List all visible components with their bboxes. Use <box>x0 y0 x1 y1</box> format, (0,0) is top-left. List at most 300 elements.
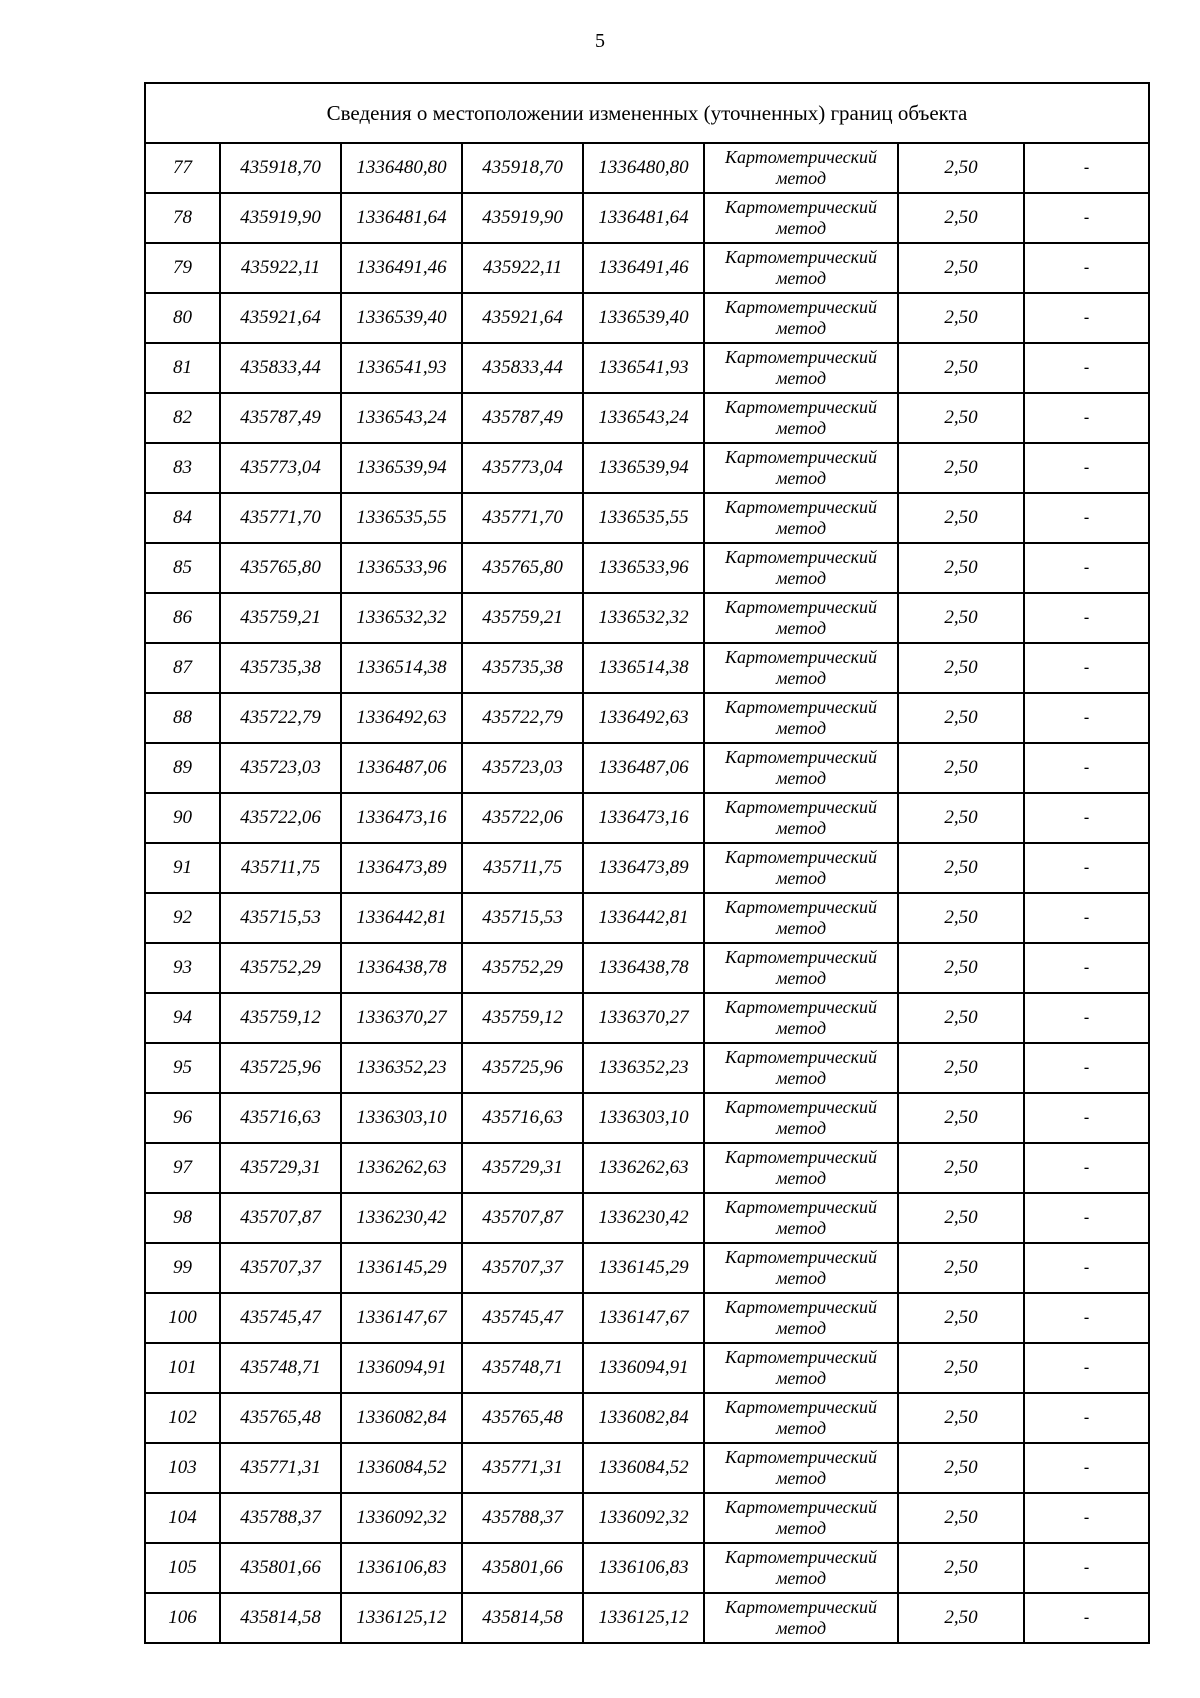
x-existing-cell: 435723,03 <box>220 743 341 793</box>
method-line-2: метод <box>775 868 827 888</box>
method-cell <box>704 1343 898 1393</box>
table-row <box>145 1093 1149 1143</box>
accuracy-cell: 2,50 <box>898 1143 1024 1193</box>
y-new-cell: 1336487,06 <box>583 743 704 793</box>
accuracy-cell: 2,50 <box>898 493 1024 543</box>
method-line-2: метод <box>775 918 827 938</box>
accuracy-cell: 2,50 <box>898 1443 1024 1493</box>
y-new-cell: 1336532,32 <box>583 593 704 643</box>
table-row <box>145 893 1149 943</box>
method-line-2: метод <box>775 1568 827 1588</box>
method-line-1: Картометрический <box>724 347 877 367</box>
table-row <box>145 1443 1149 1493</box>
point-number-cell: 106 <box>145 1593 220 1643</box>
method-line-1: Картометрический <box>724 697 877 717</box>
x-new-cell: 435752,29 <box>462 943 583 993</box>
method-line-1: Картометрический <box>724 647 877 667</box>
method-cell <box>704 743 898 793</box>
point-number-cell: 84 <box>145 493 220 543</box>
y-new-cell: 1336303,10 <box>583 1093 704 1143</box>
table-row <box>145 1293 1149 1343</box>
y-existing-cell: 1336125,12 <box>341 1593 462 1643</box>
y-existing-cell: 1336533,96 <box>341 543 462 593</box>
y-existing-cell: 1336352,23 <box>341 1043 462 1093</box>
method-line-1: Картометрический <box>724 947 877 967</box>
note-cell: - <box>1024 743 1149 793</box>
method-line-1: Картометрический <box>724 1547 877 1567</box>
x-existing-cell: 435735,38 <box>220 643 341 693</box>
method-cell <box>704 343 898 393</box>
y-existing-cell: 1336370,27 <box>341 993 462 1043</box>
x-new-cell: 435716,63 <box>462 1093 583 1143</box>
note-cell: - <box>1024 693 1149 743</box>
x-existing-cell: 435787,49 <box>220 393 341 443</box>
method-cell <box>704 1393 898 1443</box>
note-cell: - <box>1024 793 1149 843</box>
accuracy-cell: 2,50 <box>898 393 1024 443</box>
method-line-1: Картометрический <box>724 297 877 317</box>
accuracy-cell: 2,50 <box>898 243 1024 293</box>
table-row <box>145 1543 1149 1593</box>
table-row <box>145 993 1149 1043</box>
note-cell: - <box>1024 293 1149 343</box>
x-new-cell: 435735,38 <box>462 643 583 693</box>
accuracy-cell: 2,50 <box>898 193 1024 243</box>
x-existing-cell: 435745,47 <box>220 1293 341 1343</box>
note-cell: - <box>1024 1293 1149 1343</box>
point-number-cell: 93 <box>145 943 220 993</box>
method-line-2: метод <box>775 968 827 988</box>
y-existing-cell: 1336541,93 <box>341 343 462 393</box>
accuracy-cell: 2,50 <box>898 1243 1024 1293</box>
y-existing-cell: 1336084,52 <box>341 1443 462 1493</box>
x-new-cell: 435788,37 <box>462 1493 583 1543</box>
x-existing-cell: 435814,58 <box>220 1593 341 1643</box>
table-row <box>145 1243 1149 1293</box>
point-number-cell: 82 <box>145 393 220 443</box>
y-new-cell: 1336473,89 <box>583 843 704 893</box>
point-number-cell: 94 <box>145 993 220 1043</box>
method-line-1: Картометрический <box>724 1347 877 1367</box>
y-new-cell: 1336084,52 <box>583 1443 704 1493</box>
method-line-2: метод <box>775 218 827 238</box>
method-line-2: метод <box>775 718 827 738</box>
point-number-cell: 102 <box>145 1393 220 1443</box>
accuracy-cell: 2,50 <box>898 693 1024 743</box>
note-cell: - <box>1024 393 1149 443</box>
method-line-1: Картометрический <box>724 747 877 767</box>
method-line-2: метод <box>775 1268 827 1288</box>
x-existing-cell: 435919,90 <box>220 193 341 243</box>
y-new-cell: 1336543,24 <box>583 393 704 443</box>
y-new-cell: 1336262,63 <box>583 1143 704 1193</box>
note-cell: - <box>1024 543 1149 593</box>
method-line-1: Картометрический <box>724 1197 877 1217</box>
method-line-1: Картометрический <box>724 1597 877 1617</box>
x-new-cell: 435748,71 <box>462 1343 583 1393</box>
y-existing-cell: 1336491,46 <box>341 243 462 293</box>
table-row <box>145 643 1149 693</box>
x-existing-cell: 435833,44 <box>220 343 341 393</box>
table-row <box>145 343 1149 393</box>
point-number-cell: 81 <box>145 343 220 393</box>
table-row <box>145 393 1149 443</box>
x-existing-cell: 435711,75 <box>220 843 341 893</box>
x-existing-cell: 435752,29 <box>220 943 341 993</box>
y-new-cell: 1336539,94 <box>583 443 704 493</box>
method-line-2: метод <box>775 618 827 638</box>
method-line-2: метод <box>775 1518 827 1538</box>
method-line-2: метод <box>775 818 827 838</box>
method-line-1: Картометрический <box>724 997 877 1017</box>
method-line-2: метод <box>775 1418 827 1438</box>
x-new-cell: 435765,48 <box>462 1393 583 1443</box>
accuracy-cell: 2,50 <box>898 793 1024 843</box>
note-cell: - <box>1024 343 1149 393</box>
y-existing-cell: 1336492,63 <box>341 693 462 743</box>
method-line-2: метод <box>775 1118 827 1138</box>
method-cell <box>704 143 898 193</box>
y-new-cell: 1336092,32 <box>583 1493 704 1543</box>
y-new-cell: 1336539,40 <box>583 293 704 343</box>
x-new-cell: 435765,80 <box>462 543 583 593</box>
method-cell <box>704 393 898 443</box>
method-line-2: метод <box>775 1618 827 1638</box>
point-number-cell: 88 <box>145 693 220 743</box>
y-existing-cell: 1336106,83 <box>341 1543 462 1593</box>
point-number-cell: 99 <box>145 1243 220 1293</box>
table-row <box>145 943 1149 993</box>
note-cell: - <box>1024 493 1149 543</box>
accuracy-cell: 2,50 <box>898 143 1024 193</box>
x-new-cell: 435919,90 <box>462 193 583 243</box>
point-number-cell: 95 <box>145 1043 220 1093</box>
x-new-cell: 435707,37 <box>462 1243 583 1293</box>
x-new-cell: 435729,31 <box>462 1143 583 1193</box>
accuracy-cell: 2,50 <box>898 1043 1024 1093</box>
x-existing-cell: 435716,63 <box>220 1093 341 1143</box>
x-new-cell: 435711,75 <box>462 843 583 893</box>
y-new-cell: 1336082,84 <box>583 1393 704 1443</box>
x-new-cell: 435745,47 <box>462 1293 583 1343</box>
table-title-row <box>145 83 1149 143</box>
y-new-cell: 1336094,91 <box>583 1343 704 1393</box>
method-cell <box>704 443 898 493</box>
y-existing-cell: 1336539,40 <box>341 293 462 343</box>
method-line-1: Картометрический <box>724 1397 877 1417</box>
method-cell <box>704 643 898 693</box>
method-cell <box>704 1593 898 1643</box>
table-row <box>145 143 1149 193</box>
y-new-cell: 1336492,63 <box>583 693 704 743</box>
y-existing-cell: 1336145,29 <box>341 1243 462 1293</box>
method-cell <box>704 193 898 243</box>
y-new-cell: 1336438,78 <box>583 943 704 993</box>
point-number-cell: 85 <box>145 543 220 593</box>
x-existing-cell: 435765,48 <box>220 1393 341 1443</box>
y-new-cell: 1336352,23 <box>583 1043 704 1093</box>
x-new-cell: 435918,70 <box>462 143 583 193</box>
x-new-cell: 435787,49 <box>462 393 583 443</box>
method-line-1: Картометрический <box>724 397 877 417</box>
table-row <box>145 693 1149 743</box>
x-new-cell: 435921,64 <box>462 293 583 343</box>
x-existing-cell: 435771,31 <box>220 1443 341 1493</box>
method-line-2: метод <box>775 668 827 688</box>
x-existing-cell: 435725,96 <box>220 1043 341 1093</box>
x-existing-cell: 435722,79 <box>220 693 341 743</box>
y-new-cell: 1336480,80 <box>583 143 704 193</box>
method-line-2: метод <box>775 768 827 788</box>
y-existing-cell: 1336473,16 <box>341 793 462 843</box>
y-existing-cell: 1336473,89 <box>341 843 462 893</box>
note-cell: - <box>1024 1243 1149 1293</box>
table-row <box>145 493 1149 543</box>
table-row <box>145 543 1149 593</box>
x-new-cell: 435722,06 <box>462 793 583 843</box>
method-line-1: Картометрический <box>724 1447 877 1467</box>
method-line-1: Картометрический <box>724 1497 877 1517</box>
note-cell: - <box>1024 1593 1149 1643</box>
method-cell <box>704 943 898 993</box>
accuracy-cell: 2,50 <box>898 1593 1024 1643</box>
y-new-cell: 1336370,27 <box>583 993 704 1043</box>
method-line-1: Картометрический <box>724 497 877 517</box>
method-cell <box>704 1493 898 1543</box>
boundary-coordinates-table <box>144 82 1150 1644</box>
method-line-1: Картометрический <box>724 1247 877 1267</box>
x-new-cell: 435759,12 <box>462 993 583 1043</box>
point-number-cell: 83 <box>145 443 220 493</box>
method-cell <box>704 543 898 593</box>
x-existing-cell: 435707,87 <box>220 1193 341 1243</box>
point-number-cell: 90 <box>145 793 220 843</box>
y-existing-cell: 1336481,64 <box>341 193 462 243</box>
method-line-2: метод <box>775 1068 827 1088</box>
note-cell: - <box>1024 1143 1149 1193</box>
x-existing-cell: 435707,37 <box>220 1243 341 1293</box>
y-existing-cell: 1336487,06 <box>341 743 462 793</box>
y-existing-cell: 1336532,32 <box>341 593 462 643</box>
table-row <box>145 743 1149 793</box>
method-cell <box>704 693 898 743</box>
method-line-2: метод <box>775 268 827 288</box>
method-line-1: Картометрический <box>724 197 877 217</box>
y-existing-cell: 1336092,32 <box>341 1493 462 1543</box>
x-existing-cell: 435921,64 <box>220 293 341 343</box>
method-cell <box>704 893 898 943</box>
y-new-cell: 1336514,38 <box>583 643 704 693</box>
method-line-1: Картометрический <box>724 847 877 867</box>
method-line-1: Картометрический <box>724 1147 877 1167</box>
accuracy-cell: 2,50 <box>898 1293 1024 1343</box>
x-new-cell: 435715,53 <box>462 893 583 943</box>
method-cell <box>704 293 898 343</box>
table-row <box>145 293 1149 343</box>
y-existing-cell: 1336303,10 <box>341 1093 462 1143</box>
method-cell <box>704 1143 898 1193</box>
note-cell: - <box>1024 893 1149 943</box>
point-number-cell: 96 <box>145 1093 220 1143</box>
note-cell: - <box>1024 1043 1149 1093</box>
point-number-cell: 78 <box>145 193 220 243</box>
note-cell: - <box>1024 143 1149 193</box>
method-cell <box>704 243 898 293</box>
accuracy-cell: 2,50 <box>898 593 1024 643</box>
method-cell <box>704 1243 898 1293</box>
accuracy-cell: 2,50 <box>898 893 1024 943</box>
table-row <box>145 1393 1149 1443</box>
y-new-cell: 1336442,81 <box>583 893 704 943</box>
method-line-2: метод <box>775 1468 827 1488</box>
note-cell: - <box>1024 443 1149 493</box>
table-row <box>145 243 1149 293</box>
method-line-2: метод <box>775 1368 827 1388</box>
note-cell: - <box>1024 1543 1149 1593</box>
table-title: Сведения о местоположении измененных (уточненных) границ объекта <box>145 83 1149 143</box>
y-existing-cell: 1336094,91 <box>341 1343 462 1393</box>
y-existing-cell: 1336438,78 <box>341 943 462 993</box>
y-new-cell: 1336473,16 <box>583 793 704 843</box>
y-new-cell: 1336541,93 <box>583 343 704 393</box>
y-new-cell: 1336533,96 <box>583 543 704 593</box>
y-existing-cell: 1336543,24 <box>341 393 462 443</box>
y-existing-cell: 1336480,80 <box>341 143 462 193</box>
accuracy-cell: 2,50 <box>898 943 1024 993</box>
accuracy-cell: 2,50 <box>898 843 1024 893</box>
y-new-cell: 1336481,64 <box>583 193 704 243</box>
point-number-cell: 97 <box>145 1143 220 1193</box>
x-existing-cell: 435722,06 <box>220 793 341 843</box>
accuracy-cell: 2,50 <box>898 1393 1024 1443</box>
note-cell: - <box>1024 1093 1149 1143</box>
y-new-cell: 1336145,29 <box>583 1243 704 1293</box>
method-line-2: метод <box>775 1218 827 1238</box>
y-existing-cell: 1336535,55 <box>341 493 462 543</box>
accuracy-cell: 2,50 <box>898 443 1024 493</box>
method-cell <box>704 1093 898 1143</box>
table-row <box>145 1043 1149 1093</box>
y-new-cell: 1336491,46 <box>583 243 704 293</box>
table-row <box>145 443 1149 493</box>
method-line-1: Картометрический <box>724 897 877 917</box>
x-new-cell: 435707,87 <box>462 1193 583 1243</box>
table-row <box>145 843 1149 893</box>
method-line-2: метод <box>775 168 827 188</box>
x-existing-cell: 435918,70 <box>220 143 341 193</box>
accuracy-cell: 2,50 <box>898 543 1024 593</box>
note-cell: - <box>1024 193 1149 243</box>
page-number: 5 <box>595 30 605 52</box>
note-cell: - <box>1024 993 1149 1043</box>
accuracy-cell: 2,50 <box>898 293 1024 343</box>
x-existing-cell: 435922,11 <box>220 243 341 293</box>
x-existing-cell: 435771,70 <box>220 493 341 543</box>
point-number-cell: 77 <box>145 143 220 193</box>
table-row <box>145 1593 1149 1643</box>
table-row <box>145 1143 1149 1193</box>
point-number-cell: 80 <box>145 293 220 343</box>
note-cell: - <box>1024 1343 1149 1393</box>
x-existing-cell: 435748,71 <box>220 1343 341 1393</box>
method-line-1: Картометрический <box>724 447 877 467</box>
point-number-cell: 79 <box>145 243 220 293</box>
point-number-cell: 104 <box>145 1493 220 1543</box>
method-line-2: метод <box>775 468 827 488</box>
note-cell: - <box>1024 1393 1149 1443</box>
accuracy-cell: 2,50 <box>898 1093 1024 1143</box>
method-line-2: метод <box>775 1018 827 1038</box>
y-new-cell: 1336230,42 <box>583 1193 704 1243</box>
x-existing-cell: 435759,12 <box>220 993 341 1043</box>
method-cell <box>704 1193 898 1243</box>
table-row <box>145 593 1149 643</box>
method-line-1: Картометрический <box>724 1047 877 1067</box>
method-cell <box>704 1443 898 1493</box>
x-new-cell: 435725,96 <box>462 1043 583 1093</box>
table-row <box>145 1193 1149 1243</box>
x-existing-cell: 435788,37 <box>220 1493 341 1543</box>
method-line-1: Картометрический <box>724 1297 877 1317</box>
y-new-cell: 1336106,83 <box>583 1543 704 1593</box>
method-line-1: Картометрический <box>724 247 877 267</box>
x-new-cell: 435773,04 <box>462 443 583 493</box>
method-cell <box>704 493 898 543</box>
x-new-cell: 435833,44 <box>462 343 583 393</box>
point-number-cell: 103 <box>145 1443 220 1493</box>
note-cell: - <box>1024 1193 1149 1243</box>
point-number-cell: 105 <box>145 1543 220 1593</box>
x-new-cell: 435723,03 <box>462 743 583 793</box>
x-new-cell: 435801,66 <box>462 1543 583 1593</box>
method-cell <box>704 993 898 1043</box>
method-line-2: метод <box>775 1318 827 1338</box>
point-number-cell: 92 <box>145 893 220 943</box>
point-number-cell: 91 <box>145 843 220 893</box>
method-cell <box>704 1043 898 1093</box>
table-row <box>145 793 1149 843</box>
method-line-1: Картометрический <box>724 147 877 167</box>
note-cell: - <box>1024 943 1149 993</box>
note-cell: - <box>1024 843 1149 893</box>
method-cell <box>704 1293 898 1343</box>
point-number-cell: 101 <box>145 1343 220 1393</box>
note-cell: - <box>1024 1443 1149 1493</box>
x-new-cell: 435722,79 <box>462 693 583 743</box>
x-new-cell: 435771,31 <box>462 1443 583 1493</box>
x-existing-cell: 435729,31 <box>220 1143 341 1193</box>
x-new-cell: 435759,21 <box>462 593 583 643</box>
method-line-2: метод <box>775 568 827 588</box>
x-new-cell: 435814,58 <box>462 1593 583 1643</box>
accuracy-cell: 2,50 <box>898 343 1024 393</box>
method-line-2: метод <box>775 518 827 538</box>
point-number-cell: 86 <box>145 593 220 643</box>
note-cell: - <box>1024 243 1149 293</box>
accuracy-cell: 2,50 <box>898 743 1024 793</box>
point-number-cell: 87 <box>145 643 220 693</box>
accuracy-cell: 2,50 <box>898 643 1024 693</box>
y-existing-cell: 1336539,94 <box>341 443 462 493</box>
accuracy-cell: 2,50 <box>898 1493 1024 1543</box>
method-line-1: Картометрический <box>724 597 877 617</box>
point-number-cell: 89 <box>145 743 220 793</box>
y-new-cell: 1336535,55 <box>583 493 704 543</box>
y-existing-cell: 1336262,63 <box>341 1143 462 1193</box>
method-cell <box>704 793 898 843</box>
y-existing-cell: 1336230,42 <box>341 1193 462 1243</box>
note-cell: - <box>1024 643 1149 693</box>
